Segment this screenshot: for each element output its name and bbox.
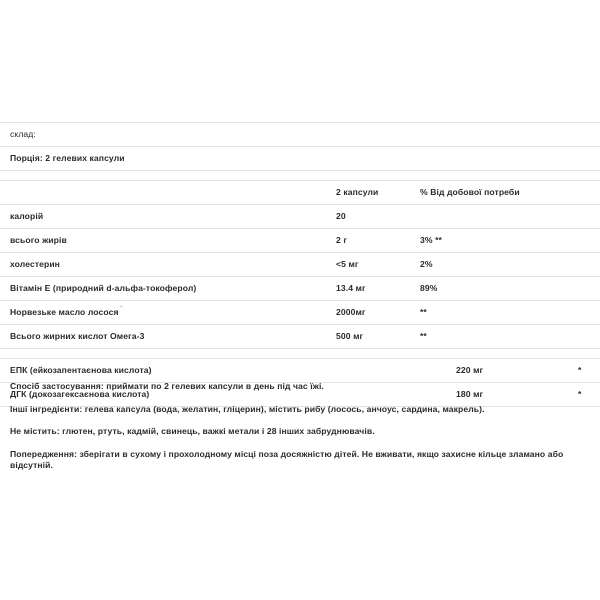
table-row — [0, 205, 600, 229]
footnote-mark-icon: ¨ — [120, 307, 123, 314]
nutrient-tail — [560, 229, 600, 253]
supplement-facts-heading: склад: — [0, 123, 336, 147]
other-ingredients-text: Інші інгредієнти: гелева капсула (вода, желатин, гліцерин), містить рибу (лосось, анчоус, сардина, макрель). — [10, 403, 485, 414]
nested-nutrient-footnote-mark: * — [560, 383, 600, 407]
nutrient-daily-value: 2% — [420, 253, 560, 277]
nested-nutrient-amount: 220 мг — [420, 359, 560, 383]
nutrient-tail — [560, 205, 600, 229]
table-row — [0, 229, 600, 253]
nutrient-tail — [560, 277, 600, 301]
column-header-tail — [560, 181, 600, 205]
nutrient-name: Всього жирних кислот Омега-3 — [0, 325, 336, 349]
nested-nutrient-amount: 180 мг — [420, 383, 560, 407]
table-row-spacer-nested — [0, 349, 600, 359]
table-row — [0, 253, 600, 277]
table-row-serving-size — [0, 147, 600, 171]
nutrient-amount: 2 г — [336, 229, 420, 253]
table-row — [0, 325, 600, 349]
directions-text: Спосіб застосування: приймати по 2 гелевих капсули в день під час їжі. — [10, 381, 324, 391]
table-row — [0, 277, 600, 301]
serving-size-label: Порція: 2 гелевих капсули — [0, 147, 336, 171]
nutrient-amount: 2000мг — [336, 301, 420, 325]
nutrient-name: Вітамін Е (природний d-альфа-токоферол) — [0, 277, 336, 301]
label-notes-section — [10, 381, 592, 472]
heading-tail-cell — [560, 123, 600, 147]
spacer-cell-tail — [560, 171, 600, 181]
nested-nutrient-name: ДГК (докозагексаєнова кислота) — [0, 383, 336, 407]
table-row — [0, 359, 600, 383]
spacer-cell-name — [0, 171, 336, 181]
spacer-cell-tail — [560, 349, 600, 359]
spacer-cell-dv — [420, 171, 560, 181]
heading-dv-cell — [420, 123, 560, 147]
nutrient-daily-value: 3% ** — [420, 229, 560, 253]
spacer-cell-amount — [336, 171, 420, 181]
warning-text: Попередження: зберігати в сухому і прохолодному місці поза досяжністю дітей. Не вживати, якщо захисне кільце зламано або відсутній. — [10, 448, 564, 471]
spacer-cell-dv — [420, 349, 560, 359]
nutrient-amount: 500 мг — [336, 325, 420, 349]
table-row-heading — [0, 123, 600, 147]
nutrient-tail — [560, 253, 600, 277]
serving-tail-cell — [560, 147, 600, 171]
nested-nutrient-spacer — [336, 359, 420, 383]
nutrient-daily-value: ** — [420, 301, 560, 325]
nutrient-tail — [560, 301, 600, 325]
free-from-text: Не містить: глютен, ртуть, кадмій, свинець, важкі метали і 28 інших забруднювачів. — [10, 426, 375, 437]
nested-nutrient-footnote-mark: * — [560, 359, 600, 383]
spacer-cell-name — [0, 349, 336, 359]
table-row — [0, 301, 600, 325]
spacer-cell-amount — [336, 349, 420, 359]
column-header-amount: 2 капсули — [336, 181, 420, 205]
supplement-facts-table — [0, 122, 600, 407]
column-header-name — [0, 181, 336, 205]
nutrient-name-with-mark — [0, 301, 336, 325]
supplement-facts-panel — [0, 122, 600, 407]
nutrient-name: холестерин — [0, 253, 336, 277]
nutrient-name: всього жирів — [0, 229, 336, 253]
nutrient-amount: 20 — [336, 205, 420, 229]
nested-nutrient-name: ЕПК (ейкозапентаєнова кислота) — [0, 359, 336, 383]
nutrient-name: калорій — [0, 205, 336, 229]
nutrient-amount: <5 мг — [336, 253, 420, 277]
nutrient-daily-value: 89% — [420, 277, 560, 301]
serving-amount-cell — [336, 147, 420, 171]
nutrient-daily-value: ** — [420, 325, 560, 349]
column-header-daily-value: % Від добової потреби — [420, 181, 560, 205]
nutrient-amount: 13.4 мг — [336, 277, 420, 301]
table-header-row — [0, 181, 600, 205]
nutrient-daily-value — [420, 205, 560, 229]
nutrient-tail — [560, 325, 600, 349]
table-row-spacer-top — [0, 171, 600, 181]
nutrient-name: Норвезьке масло лосося — [10, 306, 119, 317]
serving-dv-cell — [420, 147, 560, 171]
heading-amount-cell — [336, 123, 420, 147]
